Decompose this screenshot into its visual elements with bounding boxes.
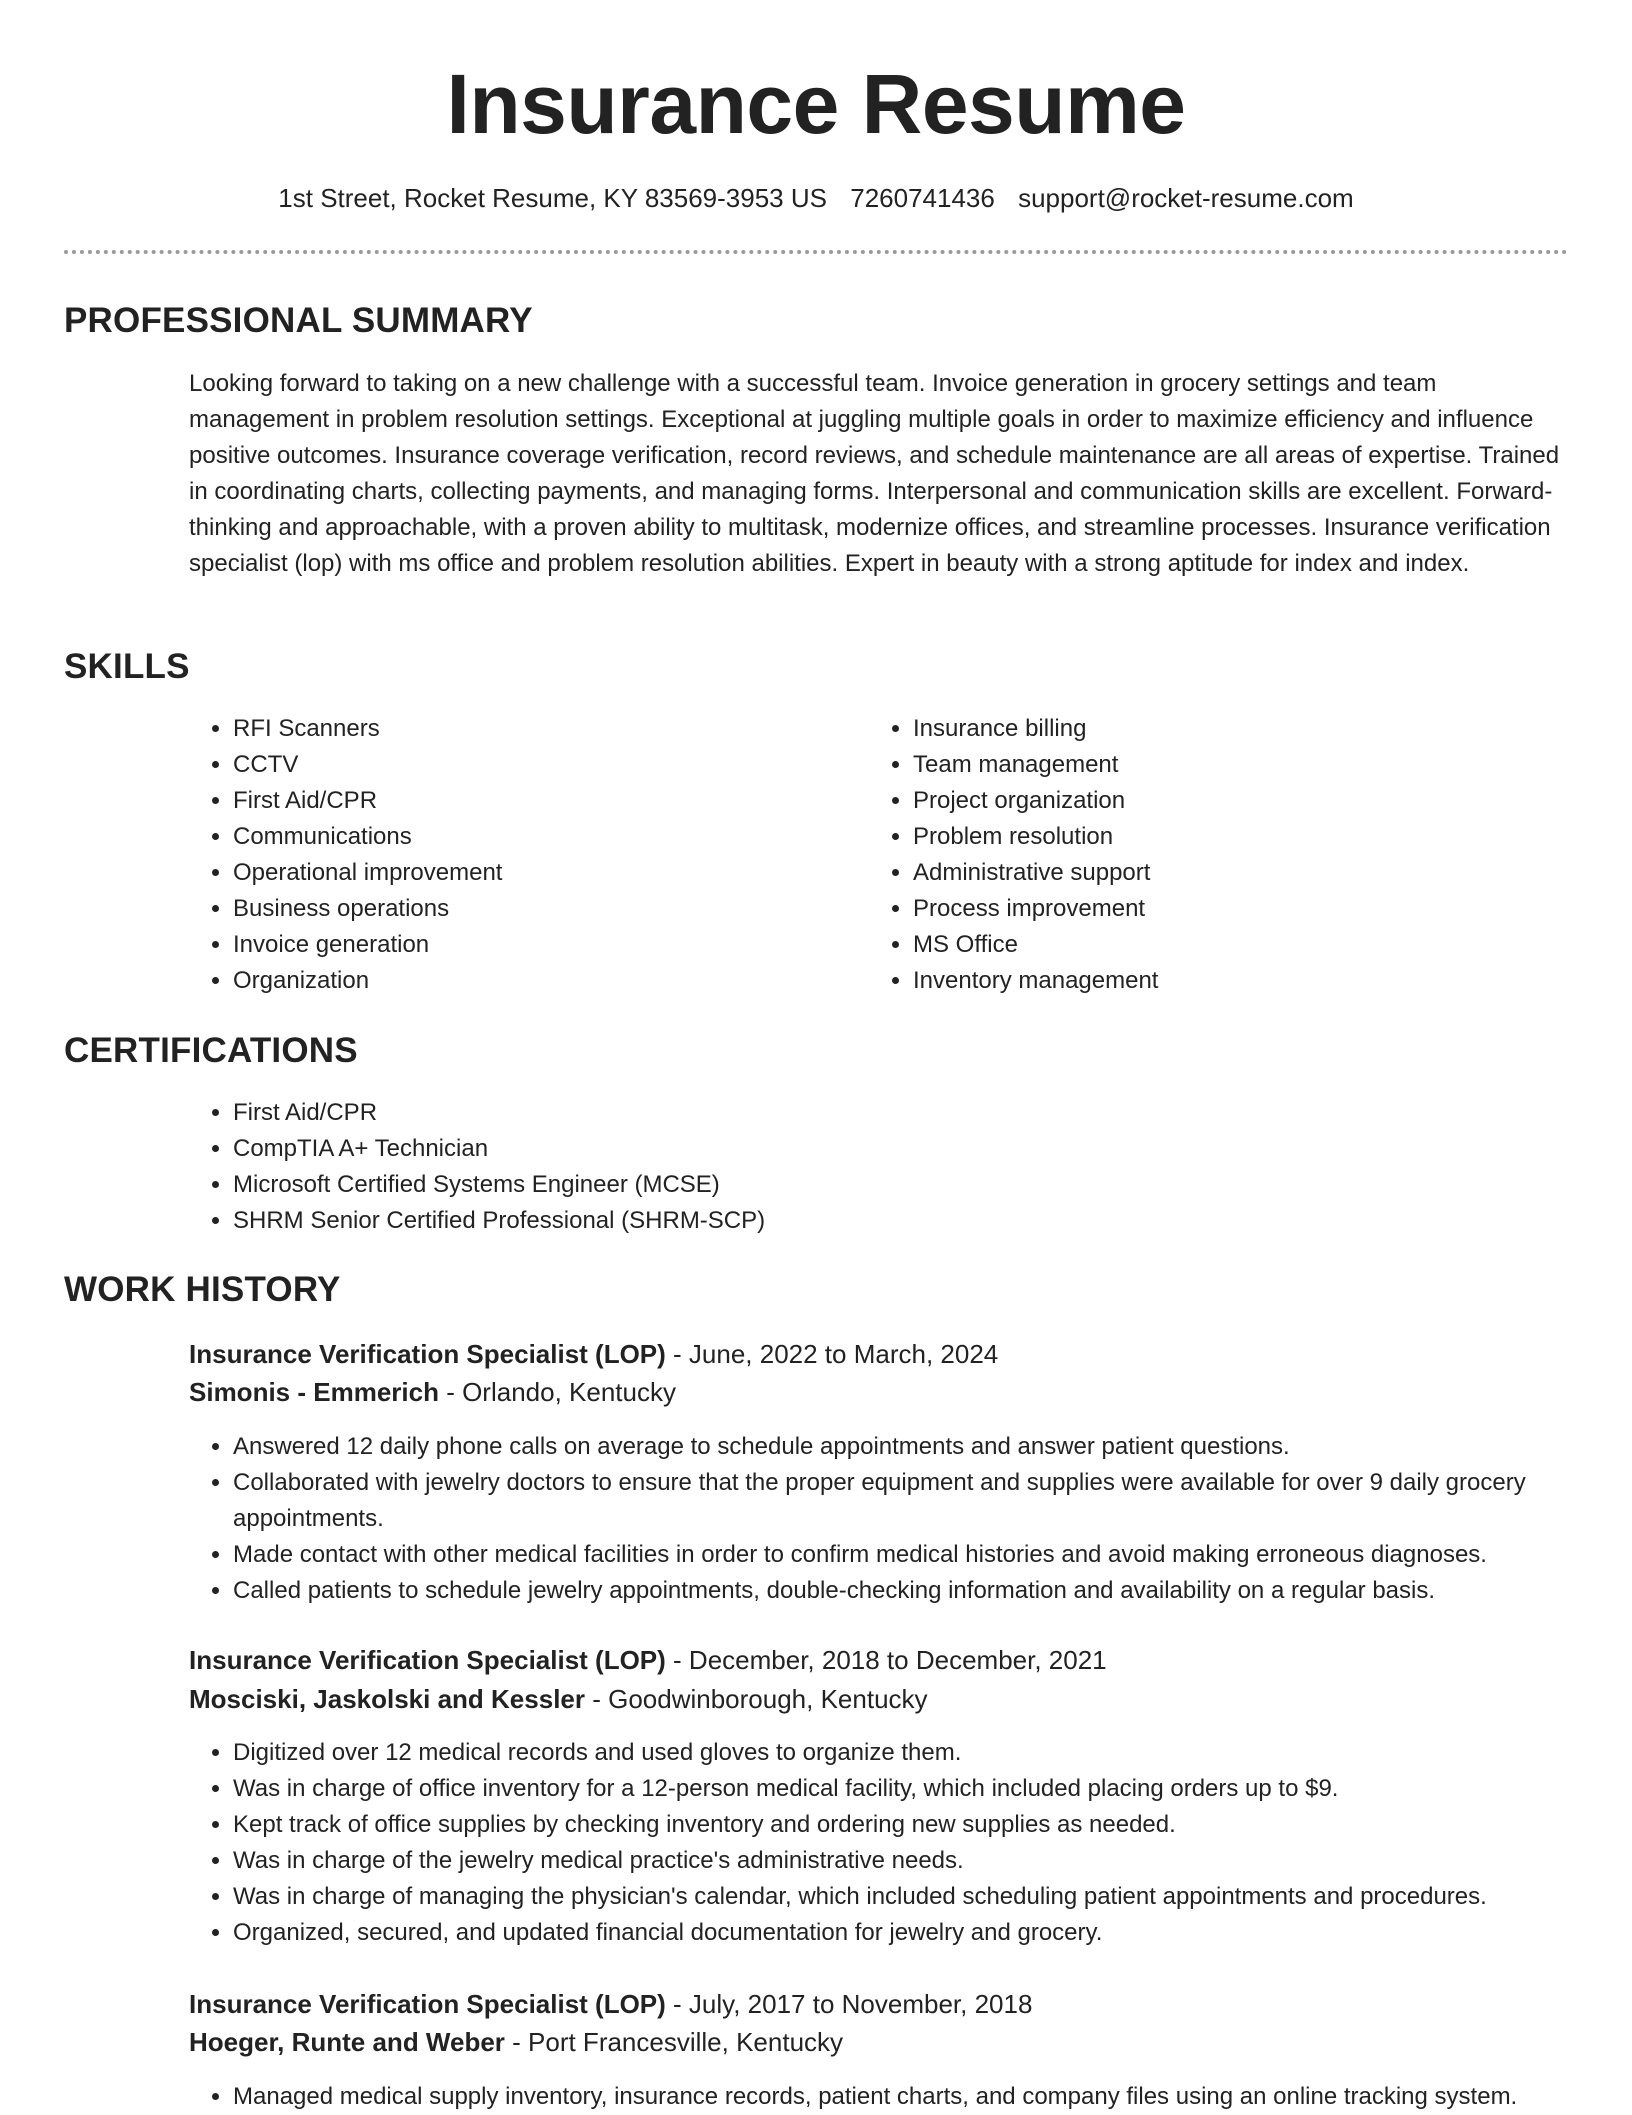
job-title: Insurance Verification Specialist (LOP): [189, 1645, 666, 1675]
contact-line: [0, 181, 1632, 215]
skill-item: • Problem resolution: [913, 819, 1553, 855]
job-location: - Goodwinborough, Kentucky: [585, 1684, 928, 1714]
job-company-line: [189, 1680, 928, 1718]
job-bullet: • Kept track of office supplies by checking inventory and ordering new supplies as needed.: [233, 1807, 1632, 1843]
certification-item: • CompTIA A+ Technician: [233, 1131, 1533, 1167]
job-dates: - December, 2018 to December, 2021: [665, 1645, 1107, 1675]
certifications-heading: CERTIFICATIONS: [64, 1031, 358, 1070]
skill-item: • MS Office: [913, 927, 1553, 963]
certification-item: • First Aid/CPR: [233, 1095, 1533, 1131]
skill-item: • Operational improvement: [233, 855, 873, 891]
job-title-line: [189, 1335, 998, 1373]
skill-item: • Organization: [233, 963, 873, 999]
job-title-line: [189, 1985, 1032, 2023]
resume-title: Insurance Resume: [446, 57, 1186, 151]
skill-item: • Invoice generation: [233, 927, 873, 963]
job-bullets: [189, 1735, 1632, 1951]
job-company-line: [189, 2023, 843, 2061]
contact-address: 1st Street, Rocket Resume, KY 83569-3953 US: [278, 183, 827, 213]
job-company-line: [189, 1373, 676, 1411]
skill-item: • CCTV: [233, 747, 873, 783]
job-title: Insurance Verification Specialist (LOP): [189, 1339, 666, 1369]
job-bullet: • Was in charge of managing the physician's calendar, which included scheduling patient appointments and procedures.: [233, 1879, 1632, 1915]
skill-item: • Process improvement: [913, 891, 1553, 927]
certifications-list: [189, 1095, 1533, 1239]
skill-item: • First Aid/CPR: [233, 783, 873, 819]
skills-list-left: [189, 711, 873, 999]
job-bullet: • Collaborated with jewelry doctors to ensure that the proper equipment and supplies were available for over 9 daily grocery appointments.: [233, 1465, 1632, 1537]
summary-text: Looking forward to taking on a new challenge with a successful team. Invoice generation in grocery settings and team management in problem resolution settings. Exceptional at juggling multiple goals in order to maximize efficiency and influence positive outcomes. Insurance coverage verification, record reviews, and schedule maintenance are all areas of expertise. Trained in coordinating charts, collecting payments, and managing forms. Interpersonal and communication skills are excellent. Forward-thinking and approachable, with a proven ability to multitask, modernize offices, and streamline processes. Insurance verification specialist (lop) with ms office and problem resolution abilities. Expert in beauty with a strong aptitude for index and index.: [189, 370, 1560, 577]
skill-item: • RFI Scanners: [233, 711, 873, 747]
job-bullets: [189, 2079, 1632, 2115]
skill-item: • Inventory management: [913, 963, 1553, 999]
skill-item: • Project organization: [913, 783, 1553, 819]
skill-item: • Administrative support: [913, 855, 1553, 891]
work-history-heading: WORK HISTORY: [64, 1270, 341, 1309]
certification-item: • Microsoft Certified Systems Engineer (MCSE): [233, 1167, 1533, 1203]
job-bullet: • Was in charge of the jewelry medical practice's administrative needs.: [233, 1843, 1632, 1879]
contact-phone: 7260741436: [850, 183, 995, 213]
job-location: - Orlando, Kentucky: [438, 1377, 676, 1407]
job-bullet: • Was in charge of office inventory for a 12-person medical facility, which included placing orders up to $9.: [233, 1771, 1632, 1807]
skill-item: • Communications: [233, 819, 873, 855]
job-dates: - June, 2022 to March, 2024: [665, 1339, 999, 1369]
job-location: - Port Francesville, Kentucky: [504, 2027, 844, 2057]
job-bullet: • Organized, secured, and updated financial documentation for jewelry and grocery.: [233, 1915, 1632, 1951]
job-bullet: • Answered 12 daily phone calls on average to schedule appointments and answer patient questions.: [233, 1429, 1632, 1465]
job-bullet: • Digitized over 12 medical records and used gloves to organize them.: [233, 1735, 1632, 1771]
job-title: Insurance Verification Specialist (LOP): [189, 1989, 666, 2019]
skill-item: • Business operations: [233, 891, 873, 927]
job-bullets: [189, 1429, 1632, 1609]
skills-heading: SKILLS: [64, 647, 190, 686]
skill-item: • Insurance billing: [913, 711, 1553, 747]
skills-list-right: [869, 711, 1553, 999]
contact-email: support@rocket-resume.com: [1018, 183, 1354, 213]
job-dates: - July, 2017 to November, 2018: [665, 1989, 1033, 2019]
summary-heading: PROFESSIONAL SUMMARY: [64, 301, 533, 340]
job-bullet: • Managed medical supply inventory, insurance records, patient charts, and company files using an online tracking system.: [233, 2079, 1632, 2115]
job-bullet: • Called patients to schedule jewelry appointments, double-checking information and availability on a regular basis.: [233, 1573, 1632, 1609]
job-title-line: [189, 1641, 1107, 1679]
job-company: Simonis - Emmerich: [189, 1377, 439, 1407]
certification-item: • SHRM Senior Certified Professional (SHRM-SCP): [233, 1203, 1533, 1239]
skill-item: • Team management: [913, 747, 1553, 783]
job-bullet: • Made contact with other medical facilities in order to confirm medical histories and avoid making erroneous diagnoses.: [233, 1537, 1632, 1573]
header-divider: [64, 250, 1568, 254]
job-company: Hoeger, Runte and Weber: [189, 2027, 505, 2057]
job-company: Mosciski, Jaskolski and Kessler: [189, 1684, 585, 1714]
